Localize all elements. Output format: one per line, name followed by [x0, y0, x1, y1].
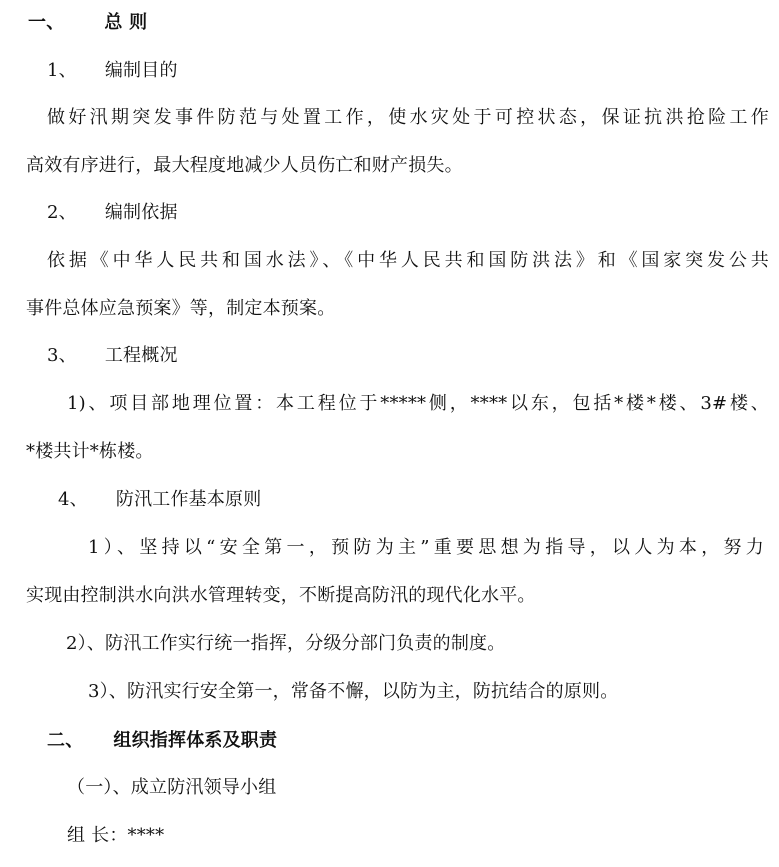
paragraph-line: 实现由控制洪水向洪水管理转变，不断提高防汛的现代化水平。 [26, 585, 536, 606]
paragraph-line: 事件总体应急预案》等，制定本预案。 [26, 298, 336, 319]
paragraph-line: 3）、防汛实行安全第一，常备不懈，以防为主，防抗结合的原则。 [88, 681, 619, 702]
subsection-number: 1、 [47, 60, 77, 81]
subsection-1-4-heading [58, 488, 261, 512]
subsection-title: 编制依据 [104, 202, 178, 223]
leader-label: 组 长： [67, 825, 128, 846]
paragraph-line: *楼共计*栋楼。 [26, 441, 154, 462]
subsection-1-3-heading [47, 344, 178, 368]
subsection-title: 工程概况 [104, 345, 178, 366]
subsection-number: 4、 [58, 489, 88, 510]
paragraph-line: 做好汛期突发事件防范与处置工作，使水灾处于可控状态，保证抗洪抢险工作 [47, 107, 769, 128]
section-2-heading [47, 729, 277, 753]
subsection-title: 防汛工作基本原则 [115, 489, 262, 510]
leader-line [67, 824, 164, 848]
subsection-heading: （一）、成立防汛领导小组 [67, 777, 277, 798]
subsection-1-2-heading [47, 201, 178, 225]
paragraph-line: 依据《中华人民共和国水法》、《中华人民共和国防洪法》和《国家突发公共 [47, 250, 769, 271]
subsection-title: 编制目的 [104, 60, 178, 81]
section-number: 一、 [28, 12, 65, 33]
paragraph-line: 2）、防汛工作实行统一指挥，分级分部门负责的制度。 [66, 633, 506, 654]
leader-value: **** [127, 825, 165, 846]
section-number: 二、 [47, 730, 84, 751]
subsection-number: 3、 [47, 345, 77, 366]
paragraph-line: 1)、项目部地理位置：本工程位于*****侧，****以东，包括*楼*楼、3#楼、 [67, 393, 769, 414]
section-title: 总 则 [104, 12, 148, 33]
paragraph-line: 1）、坚持以“安全第一，预防为主”重要思想为指导，以人为本，努力 [88, 537, 764, 558]
section-1-heading [28, 11, 147, 35]
section-title: 组织指挥体系及职责 [113, 730, 278, 751]
subsection-number: 2、 [47, 202, 77, 223]
subsection-1-1-heading [47, 59, 178, 83]
paragraph-line: 高效有序进行，最大程度地减少人员伤亡和财产损失。 [26, 155, 463, 176]
